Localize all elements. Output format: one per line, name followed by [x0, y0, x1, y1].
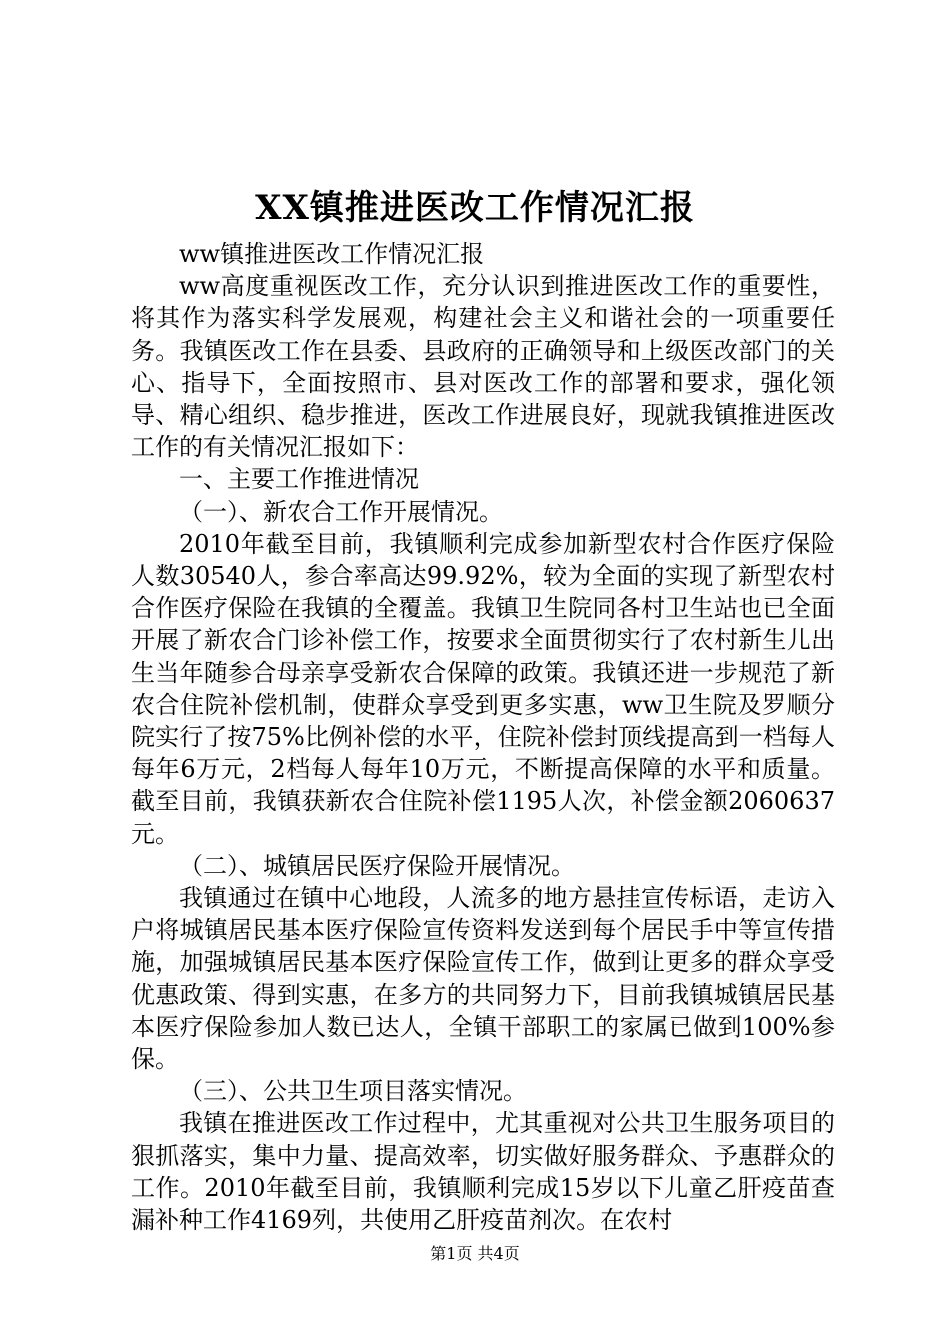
page-footer: 第1页 共4页 [430, 1244, 520, 1263]
paragraph-ncms: 2010年截至目前，我镇顺利完成参加新型农村合作医疗保险人数30540人，参合率高达99.92%，较为全面的实现了新型农村合作医疗保险在我镇的全覆盖。我镇卫生院同各村卫生站也已全面开展了新农合门诊补偿工作，按要求全面贯彻实行了农村新生儿出生当年随参合母亲享受新农合保障的政策。我镇还进一步规范了新农合住院补偿机制，使群众享受到更多实惠，ww卫生院及罗顺分院实行了按75%比例补偿的水平，住院补偿封顶线提高到一档每人每年6万元，2档每人每年10万元，不断提高保障的水平和质量。截至目前，我镇获新农合住院补偿1195人次，补偿金额2060637元。 [131, 529, 835, 848]
intro-heading: ww镇推进医改工作情况汇报 [179, 240, 485, 268]
intro-paragraph: ww高度重视医改工作，充分认识到推进医改工作的重要性，将其作为落实科学发展观，构建社会主义和谐社会的一项重要任务。我镇医改工作在县委、县政府的正确领导和上级医改部门的关心、指导下，全面按照市、县对医改工作的部署和要求，强化领导、精心组织、稳步推进，医改工作进展良好，现就我镇推进医改工作的有关情况汇报如下： [131, 272, 835, 462]
document-body [131, 238, 835, 1236]
section-heading-main-work: 一、主要工作推进情况 [179, 465, 419, 494]
paragraph-public-health: 我镇在推进医改工作过程中，尤其重视对公共卫生服务项目的狠抓落实，集中力量、提高效率，切实做好服务群众、予惠群众的工作。2010年截至目前，我镇顺利完成15岁以下儿童乙肝疫苗查漏补种工作4169列，共使用乙肝疫苗剂次。在农村 [131, 1109, 835, 1235]
document-title: XX镇推进医改工作情况汇报 [255, 188, 695, 228]
subsection-heading-urban-insurance: （二）、城镇居民医疗保险开展情况。 [179, 851, 575, 880]
subsection-heading-public-health: （三）、公共卫生项目落实情况。 [179, 1077, 527, 1106]
subsection-heading-ncms: （一）、新农合工作开展情况。 [179, 497, 503, 526]
paragraph-urban-insurance: 我镇通过在镇中心地段，人流多的地方悬挂宣传标语，走访入户将城镇居民基本医疗保险宣传资料发送到每个居民手中等宣传措施，加强城镇居民基本医疗保险宣传工作，做到让更多的群众享受优惠政策、得到实惠，在多方的共同努力下，目前我镇城镇居民基本医疗保险参加人数已达人，全镇干部职工的家属已做到100%参保。 [131, 884, 835, 1074]
